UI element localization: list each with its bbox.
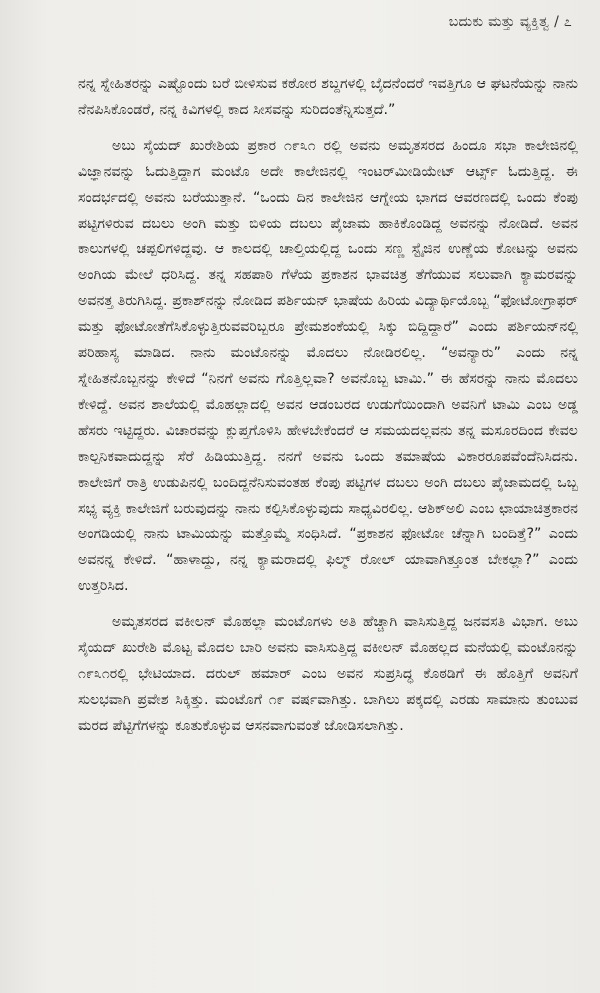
paragraph-2: ಅಬು ಸೈಯದ್ ಖುರೇಶಿಯ ಪ್ರಕಾರ ೧೯೩೧ ರಲ್ಲಿ ಅವನು ಅಮೃತಸರದ ಹಿಂದೂ ಸಭಾ ಕಾಲೇಜಿನಲ್ಲಿ ವಿಜ್ಞಾನವನ್ನು ಓದುತ್ತಿದ್ದಾಗ ಮಂಟೊ ಅದೇ ಕಾಲೇಜಿನಲ್ಲಿ ಇಂಟರ್‌ಮೀಡಿಯೇಟ್ ಆರ್ಟ್ಸ್ ಓದುತ್ತಿದ್ದ. ಈ ಸಂದರ್ಭದಲ್ಲಿ ಅವನು ಬರೆಯುತ್ತಾನೆ. “ಒಂದು ದಿನ ಕಾಲೇಜಿನ ಆಗ್ನೇಯ ಭಾಗದ ಆವರಣದಲ್ಲಿ ಒಂದು ಕೆಂಪು ಪಟ್ಟಿಗಳಿರುವ ದಬಲು ಅಂಗಿ ಮತ್ತು ಬಿಳಿಯ ದಬಲು ಪೈಜಾಮ ಹಾಕಿಕೊಂಡಿದ್ದ ಅವನನ್ನು ನೋಡಿದೆ. ಅವನ ಕಾಲುಗಳಲ್ಲಿ ಚಪ್ಪಲಿಗಳಿದ್ದವು. ಆ ಕಾಲದಲ್ಲಿ ಚಾಲ್ತಿಯಲ್ಲಿದ್ದ ಒಂದು ಸಣ್ಣ ಸ್ಟೈಜಿನ ಉಣ್ಣೆಯ ಕೋಟನ್ನು ಅವನು ಅಂಗಿಯ ಮೇಲೆ ಧರಿಸಿದ್ದ. ತನ್ನ ಸಹಪಾಠಿ ಗೆಳೆಯ ಪ್ರಕಾಶನ ಭಾವಚಿತ್ರ ತೆಗೆಯುವ ಸಲುವಾಗಿ ಕ್ಯಾಮರವನ್ನು ಅವನತ್ತ ತಿರುಗಿಸಿದ್ದ. ಪ್ರಕಾಶ್‌ನನ್ನು ನೋಡಿದ ಪರ್ಶಿಯನ್ ಭಾಷೆಯ ಹಿರಿಯ ವಿದ್ಯಾರ್ಥಿಯೊಬ್ಬ “ಫೋಟೋಗ್ರಾಫರ್ ಮತ್ತು ಫೋಟೋತೆಗೆಸಿಕೊಳ್ಳುತ್ತಿರುವವರಿಬ್ಬರೂ ಪ್ರೇಮಶಂಕೆಯಲ್ಲಿ ಸಿಕ್ಕು ಬಿದ್ದಿದ್ದಾರೆ” ಎಂದು ಪರ್ಶಿಯನ್‌ನಲ್ಲಿ ಪರಿಹಾಸ್ಯ ಮಾಡಿದ. ನಾನು ಮಂಟೊನನ್ನು ಮೊದಲು ನೋಡಿರಲಿಲ್ಲ. “ಅವನ್ಯಾರು” ಎಂದು ನನ್ನ ಸ್ನೇಹಿತನೊಬ್ಬನನ್ನು ಕೇಳಿದೆ “ನಿನಗೆ ಅವನು ಗೊತ್ತಿಲ್ಲವಾ? ಅವನೊಬ್ಬ ಟಾಮಿ.” ಈ ಹೆಸರನ್ನು ನಾನು ಮೊದಲು ಕೇಳಿದ್ದೆ. ಅವನ ಶಾಲೆಯಲ್ಲಿ ಮೊಹಲ್ಲಾದಲ್ಲಿ ಅವನ ಆಡಂಬರದ ಉಡುಗೆಯಿಂದಾಗಿ ಅವನಿಗೆ ಟಾಮಿ ಎಂಬ ಅಡ್ಡ ಹೆಸರು ಇಟ್ಟಿದ್ದರು. ವಿಚಾರವನ್ನು ಕ್ಲುಪ್ತಗೊಳಿಸಿ ಹೇಳಬೇಕೆಂದರೆ ಆ ಸಮಯದಲ್ಲವನು ತನ್ನ ಮಸೂರದಿಂದ ಕೇವಲ ಕಾಲ್ಪನಿಕವಾದುದ್ದನ್ನು ಸೆರೆ ಹಿಡಿಯುತ್ತಿದ್ದ. ನನಗೆ ಅವನು ಒಂದು ತಮಾಷೆಯ ವಿಕಾರರೂಪವೆಂದೆನಿಸಿದನು. ಕಾಲೇಜಿಗೆ ರಾತ್ರಿ ಉಡುಪಿನಲ್ಲಿ ಬಂದಿದ್ದನೆನಿಸುವಂತಹ ಕೆಂಪು ಪಟ್ಟಿಗಳ ದಬಲು ಅಂಗಿ ದಬಲು ಪೈಜಾಮದಲ್ಲಿ ಒಬ್ಬ ಸಭ್ಯ ವ್ಯಕ್ತಿ ಕಾಲೇಜಿಗೆ ಬರುವುದನ್ನು ನಾನು ಕಲ್ಪಿಸಿಕೊಳ್ಳುವುದು ಸಾಧ್ಯವಿರಲಿಲ್ಲ. ಆಶಿಕ್‌ಅಲಿ ಎಂಬ ಛಾಯಾಚಿತ್ರಕಾರನ ಅಂಗಡಿಯಲ್ಲಿ ನಾನು ಟಾಮಿಯನ್ನು ಮತ್ತೊಮ್ಮೆ ಸಂಧಿಸಿದೆ. “ಪ್ರಕಾಶನ ಫೋಟೋ ಚೆನ್ನಾಗಿ ಬಂದಿತ್ತೆ?” ಎಂದು ಅವನನ್ನ ಕೇಳಿದೆ. “ಹಾಳಾದ್ದು, ನನ್ನ ಕ್ಯಾಮರಾದಲ್ಲಿ ಫಿಲ್ಮ್ ರೋಲ್ ಯಾವಾಗಿತ್ತೂಂತ ಬೇಕಲ್ಲಾ?” ಎಂದು ಉತ್ತರಿಸಿದ. bbox=[78, 137, 578, 595]
body-text bbox=[78, 72, 578, 740]
paragraph-3: ಅಮೃತಸರದ ವಕೀಲನ್ ಮೊಹಲ್ಲಾ ಮಂಟೊಗಳು ಅತಿ ಹೆಚ್ಚಾಗಿ ವಾಸಿಸುತ್ತಿದ್ದ ಜನವಸತಿ ವಿಭಾಗ. ಅಬು ಸೈಯದ್ ಖುರೇಶಿ ಮೊಟ್ಟ ಮೊದಲ ಬಾರಿ ಅವನು ವಾಸಿಸುತ್ತಿದ್ದ ವಕೀಲನ್ ಮೊಹಲ್ಲದ ಮನೆಯಲ್ಲಿ ಮಂಟೊನನ್ನು ೧೯೩೧ರಲ್ಲಿ ಭೇಟಿಯಾದ. ದರುಲ್ ಹಮಾರ್ ಎಂಬ ಅವನ ಸುಪ್ರಸಿದ್ಧ ಕೊಠಡಿಗೆ ಈ ಹೊತ್ತಿಗೆ ಅವನಿಗೆ ಸುಲಭವಾಗಿ ಪ್ರವೇಶ ಸಿಕ್ಕಿತ್ತು. ಮಂಟೊಗೆ ೧೯ ವರ್ಷವಾಗಿತ್ತು. ಬಾಗಿಲು ಪಕ್ಕದಲ್ಲಿ ಎರಡು ಸಾಮಾನು ತುಂಬುವ ಮರದ ಪೆಟ್ಟಿಗೆಗಳನ್ನು ಕೂತುಕೊಳ್ಳುವ ಆಸನವಾಗುವಂತೆ ಜೋಡಿಸಲಾಗಿತ್ತು. bbox=[78, 614, 578, 734]
paragraph-1: ನನ್ನ ಸ್ನೇಹಿತರನ್ನು ಎಷ್ಟೊಂದು ಬರೆ ಬೀಳಿಸುವ ಕಠೋರ ಶಬ್ದಗಳಲ್ಲಿ ಬೈದನೆಂದರೆ ಇವತ್ತಿಗೂ ಆ ಘಟನೆಯನ್ನು ನಾನು ನೆನಪಿಸಿಕೊಂಡರೆ, ನನ್ನ ಕಿವಿಗಳಲ್ಲಿ ಕಾದ ಸೀಸವನ್ನು ಸುರಿದಂತೆನ್ನಿಸುತ್ತದೆ.” bbox=[78, 76, 578, 118]
running-head: ಬದುಕು ಮತ್ತು ವ್ಯಕ್ತಿತ್ವ / ೭ bbox=[448, 14, 572, 30]
